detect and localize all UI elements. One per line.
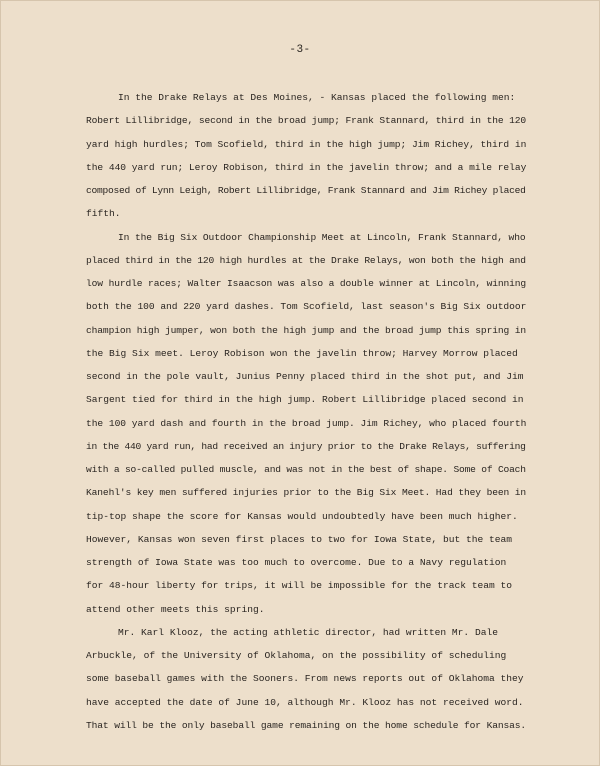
text-line: Sargent tied for third in the high jump. Robert Lillibridge placed second in <box>86 394 524 406</box>
text-line: second in the pole vault, Junius Penny placed third in the shot put, and Jim <box>86 371 524 382</box>
text-line: In the Drake Relays at Des Moines, - Kansas placed the following men: <box>118 92 516 103</box>
text-line: Robert Lillibridge, second in the broad jump; Frank Stannard, third in the 120 <box>86 115 527 127</box>
text-line: placed third in the 120 high hurdles at the Drake Relays, won both the high and <box>86 254 526 266</box>
text-line: have accepted the date of June 10, although Mr. Klooz has not received word. <box>86 696 524 708</box>
text-line: tip-top shape the score for Kansas would undoubtedly have been much higher. <box>86 510 518 522</box>
text-line: in the 440 yard run, had received an injury prior to the Drake Relays, suffering <box>86 440 526 452</box>
text-line: fifth. <box>86 208 121 220</box>
text-line: However, Kansas won seven first places to two for Iowa State, but the team <box>86 533 513 545</box>
text-line: for 48-hour liberty for trips, it will be impossible for the track team to <box>86 580 513 592</box>
text-line: the 440 yard run; Leroy Robison, third in the javelin throw; and a mile relay <box>86 161 527 173</box>
text-line: attend other meets this spring. <box>86 603 265 615</box>
text-line: Kanehl's key men suffered injuries prior to the Big Six Meet. Had they been in <box>86 487 527 499</box>
text-line: Mr. Karl Klooz, the acting athletic director, had written Mr. Dale <box>118 626 498 638</box>
text-line: strength of Iowa State was too much to overcome. Due to a Navy regulation <box>86 557 507 568</box>
text-line: both the 100 and 220 yard dashes. Tom Scofield, last season's Big Six outdoor <box>86 301 527 313</box>
document-body <box>86 86 526 737</box>
text-line: the Big Six meet. Leroy Robison won the javelin throw; Harvey Morrow placed <box>86 347 518 359</box>
text-line: In the Big Six Outdoor Championship Meet at Lincoln, Frank Stannard, who <box>118 231 526 243</box>
text-line: low hurdle races; Walter Isaacson was also a double winner at Lincoln, winning <box>86 278 527 289</box>
text-line: composed of Lynn Leigh, Robert Lillibridge, Frank Stannard and Jim Richey placed <box>86 185 526 196</box>
page-number: -3- <box>289 44 311 56</box>
text-line: Arbuckle, of the University of Oklahoma, on the possibility of scheduling <box>86 650 507 661</box>
text-line: some baseball games with the Sooners. From news reports out of Oklahoma they <box>86 673 524 685</box>
text-line: That will be the only baseball game remaining on the home schedule for Kansas. <box>86 719 527 731</box>
text-line: the 100 yard dash and fourth in the broad jump. Jim Richey, who placed fourth <box>86 417 527 429</box>
text-line: with a so-called pulled muscle, and was not in the best of shape. Some of Coach <box>86 464 526 475</box>
text-line: yard high hurdles; Tom Scofield, third in the high jump; Jim Richey, third in <box>86 138 527 150</box>
text-line: champion high jumper, won both the high jump and the broad jump this spring in <box>86 324 527 336</box>
